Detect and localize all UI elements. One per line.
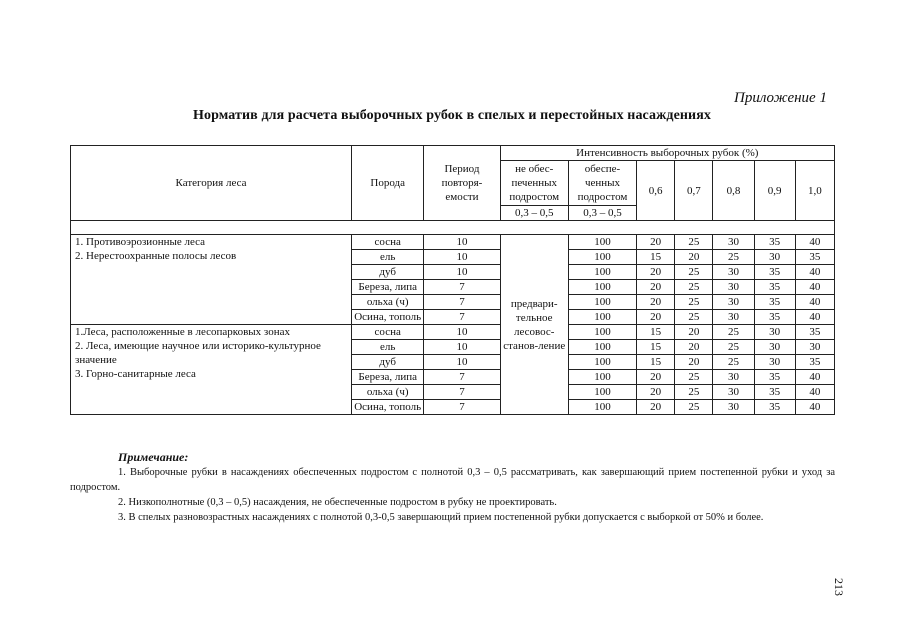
provided-cell: 100 <box>568 235 636 250</box>
provided-cell: 100 <box>568 355 636 370</box>
group1-category: 2. Нерестоохранные полосы лесов <box>75 250 237 262</box>
value-cell: 35 <box>795 325 834 340</box>
provided-cell: 100 <box>568 325 636 340</box>
header-species: Порода <box>352 146 424 221</box>
note-item: 2. Низкополнотные (0,3 – 0,5) насаждения, не обеспеченные подростом в рубку не проектировать. <box>118 497 557 508</box>
header-period: Период повторя-емости <box>424 146 500 221</box>
value-cell: 25 <box>675 385 713 400</box>
period-cell: 7 <box>424 400 500 415</box>
period-cell: 7 <box>424 295 500 310</box>
species-cell: дуб <box>352 265 424 280</box>
header-col-06: 0,6 <box>637 161 675 221</box>
species-cell: сосна <box>352 235 424 250</box>
value-cell: 20 <box>637 265 675 280</box>
value-cell: 20 <box>637 385 675 400</box>
value-cell: 30 <box>713 235 754 250</box>
value-cell: 35 <box>795 250 834 265</box>
provided-cell: 100 <box>568 400 636 415</box>
notes-section <box>70 450 835 525</box>
species-cell: ель <box>352 340 424 355</box>
value-cell: 30 <box>713 400 754 415</box>
value-cell: 30 <box>795 340 834 355</box>
value-cell: 20 <box>637 280 675 295</box>
period-cell: 7 <box>424 385 500 400</box>
value-cell: 20 <box>675 250 713 265</box>
norm-table <box>70 145 835 415</box>
note-item: 3. В спелых разновозрастных насаждениях с полнотой 0,3-0,5 завершающий прием постепенной рубки допускается с выборкой от 50% и более. <box>118 512 764 523</box>
value-cell: 30 <box>713 385 754 400</box>
value-cell: 25 <box>713 325 754 340</box>
notes-heading: Примечание: <box>118 450 189 464</box>
header-category: Категория леса <box>71 146 352 221</box>
value-cell: 30 <box>713 280 754 295</box>
species-cell: Осина, тополь <box>352 310 424 325</box>
appendix-label: Приложение 1 <box>734 90 827 106</box>
value-cell: 20 <box>637 400 675 415</box>
merged-not-provided-cell: предвари-тельное лесовос-станов-ление <box>500 235 568 415</box>
value-cell: 30 <box>713 310 754 325</box>
provided-cell: 100 <box>568 370 636 385</box>
species-cell: ольха (ч) <box>352 295 424 310</box>
value-cell: 35 <box>754 235 795 250</box>
value-cell: 40 <box>795 265 834 280</box>
value-cell: 20 <box>675 340 713 355</box>
group2-category: 2. Леса, имеющие научное или историко-культурное значение <box>75 340 321 366</box>
provided-cell: 100 <box>568 265 636 280</box>
value-cell: 35 <box>754 385 795 400</box>
value-cell: 35 <box>754 400 795 415</box>
value-cell: 25 <box>675 370 713 385</box>
value-cell: 35 <box>754 310 795 325</box>
value-cell: 35 <box>754 280 795 295</box>
value-cell: 25 <box>713 250 754 265</box>
value-cell: 30 <box>713 295 754 310</box>
value-cell: 35 <box>795 355 834 370</box>
period-cell: 7 <box>424 370 500 385</box>
provided-cell: 100 <box>568 295 636 310</box>
value-cell: 30 <box>713 370 754 385</box>
spacer-row <box>71 221 835 235</box>
group2-categories <box>71 325 352 415</box>
value-cell: 35 <box>754 265 795 280</box>
value-cell: 30 <box>754 250 795 265</box>
value-cell: 20 <box>637 295 675 310</box>
value-cell: 30 <box>754 325 795 340</box>
species-cell: ель <box>352 250 424 265</box>
value-cell: 20 <box>637 370 675 385</box>
provided-cell: 100 <box>568 250 636 265</box>
value-cell: 25 <box>675 310 713 325</box>
value-cell: 25 <box>713 340 754 355</box>
header-range-provided: 0,3 – 0,5 <box>568 206 636 221</box>
value-cell: 15 <box>637 325 675 340</box>
value-cell: 25 <box>675 295 713 310</box>
header-provided: обеспе-ченных подростом <box>568 161 636 206</box>
value-cell: 20 <box>637 235 675 250</box>
value-cell: 25 <box>713 355 754 370</box>
value-cell: 20 <box>637 310 675 325</box>
note-item: 1. Выборочные рубки в насаждениях обеспеченных подростом с полнотой 0,3 – 0,5 рассматривать, как завершающий прием постепенной рубки и уход за подростом. <box>70 467 835 493</box>
period-cell: 7 <box>424 280 500 295</box>
species-cell: Осина, тополь <box>352 400 424 415</box>
value-cell: 15 <box>637 355 675 370</box>
value-cell: 35 <box>754 295 795 310</box>
value-cell: 15 <box>637 340 675 355</box>
value-cell: 40 <box>795 385 834 400</box>
group1-category: 1. Противоэрозионные леса <box>75 236 206 248</box>
value-cell: 15 <box>637 250 675 265</box>
value-cell: 25 <box>675 265 713 280</box>
header-intensity: Интенсивность выборочных рубок (%) <box>500 146 834 161</box>
value-cell: 40 <box>795 295 834 310</box>
period-cell: 10 <box>424 355 500 370</box>
species-cell: дуб <box>352 355 424 370</box>
header-col-07: 0,7 <box>675 161 713 221</box>
provided-cell: 100 <box>568 340 636 355</box>
value-cell: 30 <box>754 340 795 355</box>
value-cell: 20 <box>675 325 713 340</box>
value-cell: 40 <box>795 370 834 385</box>
value-cell: 30 <box>754 355 795 370</box>
species-cell: Береза, липа <box>352 370 424 385</box>
period-cell: 10 <box>424 235 500 250</box>
period-cell: 10 <box>424 250 500 265</box>
provided-cell: 100 <box>568 280 636 295</box>
value-cell: 25 <box>675 280 713 295</box>
period-cell: 10 <box>424 340 500 355</box>
species-cell: Береза, липа <box>352 280 424 295</box>
period-cell: 7 <box>424 310 500 325</box>
value-cell: 40 <box>795 310 834 325</box>
group2-category: 3. Горно-санитарные леса <box>75 368 196 380</box>
value-cell: 20 <box>675 355 713 370</box>
header-col-08: 0,8 <box>713 161 754 221</box>
header-not-provided: не обес-печенных подростом <box>500 161 568 206</box>
document-title: Норматив для расчета выборочных рубок в спелых и перестойных насаждениях <box>193 108 711 123</box>
value-cell: 25 <box>675 235 713 250</box>
page-number: 213 <box>832 578 846 596</box>
period-cell: 10 <box>424 325 500 340</box>
value-cell: 30 <box>713 265 754 280</box>
group2-category: 1.Леса, расположенные в лесопарковых зонах <box>75 326 290 338</box>
provided-cell: 100 <box>568 310 636 325</box>
provided-cell: 100 <box>568 385 636 400</box>
value-cell: 40 <box>795 235 834 250</box>
value-cell: 25 <box>675 400 713 415</box>
period-cell: 10 <box>424 265 500 280</box>
header-col-10: 1,0 <box>795 161 834 221</box>
value-cell: 40 <box>795 280 834 295</box>
header-range-not-provided: 0,3 – 0,5 <box>500 206 568 221</box>
value-cell: 35 <box>754 370 795 385</box>
group1-categories <box>71 235 352 325</box>
species-cell: сосна <box>352 325 424 340</box>
value-cell: 40 <box>795 400 834 415</box>
species-cell: ольха (ч) <box>352 385 424 400</box>
header-col-09: 0,9 <box>754 161 795 221</box>
